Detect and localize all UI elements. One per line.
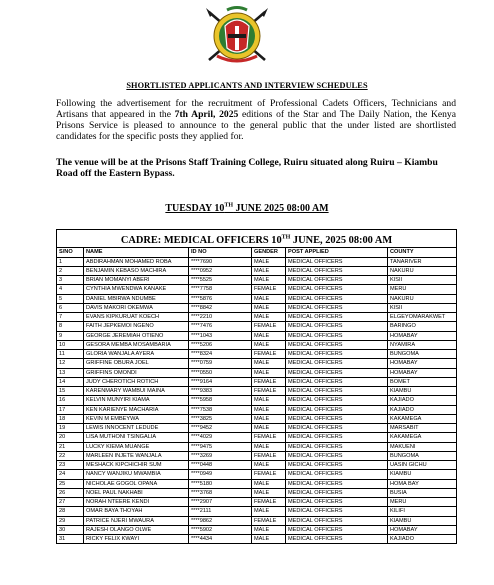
cell-name: LISA MUTHONI TSINGALIA [84, 433, 189, 442]
table-body [57, 257, 457, 544]
cell-county: KAJIADO [388, 405, 457, 414]
cell-county: BARINGO [388, 322, 457, 331]
cell-sno: 2 [57, 266, 84, 275]
cell-gender: MALE [252, 368, 286, 377]
cell-gender: FEMALE [252, 285, 286, 294]
cell-gender: MALE [252, 294, 286, 303]
cell-id-no: ****8324 [189, 350, 252, 359]
table-row [57, 488, 457, 497]
table-row [57, 266, 457, 275]
table-row [57, 294, 457, 303]
table-row [57, 433, 457, 442]
kenya-prisons-emblem-icon [201, 4, 273, 68]
cell-id-no: ****5525 [189, 276, 252, 285]
cell-gender: FEMALE [252, 377, 286, 386]
cell-sno: 27 [57, 498, 84, 507]
cell-county: TANARIVER [388, 257, 457, 266]
cell-county: NYAMIRA [388, 340, 457, 349]
cell-id-no: ****0759 [189, 359, 252, 368]
cell-county: MAKUENI [388, 442, 457, 451]
table-row [57, 313, 457, 322]
document-heading: SHORTLISTED APPLICANTS AND INTERVIEW SCHEDULES [126, 81, 368, 90]
table-row [57, 507, 457, 516]
cell-name: ABDIRAHMAN MOHAMED ROBA [84, 257, 189, 266]
cell-id-no: ****4434 [189, 535, 252, 544]
cell-sno: 24 [57, 470, 84, 479]
column-header-gender: GENDER [252, 248, 286, 258]
cell-gender: MALE [252, 488, 286, 497]
cell-county: KILIFI [388, 507, 457, 516]
intro-text-part2: editions of the Star and The Daily Nation, the Kenya Prisons Service is pleased to announce to the general public that the under listed are shortlisted candidates for the specific posts they applied for. [56, 109, 456, 142]
cell-gender: FEMALE [252, 387, 286, 396]
intro-text-part1: Following the advertisement for the recruitment of Professional Cadets Officers, Technicians and Artisans that appeared in the [56, 98, 456, 120]
cell-post-applied: MEDICAL OFFICERS [286, 322, 388, 331]
cell-post-applied: MEDICAL OFFICERS [286, 396, 388, 405]
cell-post-applied: MEDICAL OFFICERS [286, 276, 388, 285]
cell-id-no: ****9164 [189, 377, 252, 386]
cell-name: RICKY FELIX KWAYI [84, 535, 189, 544]
cell-sno: 14 [57, 377, 84, 386]
cell-id-no: ****3825 [189, 414, 252, 423]
cell-post-applied: MEDICAL OFFICERS [286, 266, 388, 275]
table-row [57, 442, 457, 451]
cell-id-no: ****7758 [189, 285, 252, 294]
date-pre: TUESDAY 10 [165, 203, 225, 214]
cell-post-applied: MEDICAL OFFICERS [286, 507, 388, 516]
cell-name: DAVIS MAKORI OKEMWA [84, 303, 189, 312]
cell-sno: 7 [57, 313, 84, 322]
cell-gender: FEMALE [252, 350, 286, 359]
cell-county: KAJIADO [388, 396, 457, 405]
cell-gender: MALE [252, 396, 286, 405]
cell-name: BRIAN MOMANYI ABERI [84, 276, 189, 285]
cell-county: KIAMBU [388, 387, 457, 396]
cell-id-no: ****2111 [189, 507, 252, 516]
cell-county: MARSABIT [388, 424, 457, 433]
table-row [57, 368, 457, 377]
cell-post-applied: MEDICAL OFFICERS [286, 525, 388, 534]
cell-name: MARLEEN INJETE WANJALA [84, 451, 189, 460]
cell-name: MESHACK KIPCHICHIR SUM [84, 461, 189, 470]
cell-id-no: ****9475 [189, 442, 252, 451]
cell-gender: MALE [252, 266, 286, 275]
cadre-pre: CADRE: MEDICAL OFFICERS 10 [120, 234, 282, 246]
cell-post-applied: MEDICAL OFFICERS [286, 414, 388, 423]
cell-county: HOMA BAY [388, 479, 457, 488]
cell-county: MERU [388, 498, 457, 507]
cell-post-applied: MEDICAL OFFICERS [286, 294, 388, 303]
cell-sno: 11 [57, 350, 84, 359]
cell-sno: 20 [57, 433, 84, 442]
cell-gender: MALE [252, 359, 286, 368]
cell-sno: 26 [57, 488, 84, 497]
cell-name: PATRICE NJERI MWAURA [84, 516, 189, 525]
cell-id-no: ****5958 [189, 396, 252, 405]
column-header-sno: S/NO [57, 248, 84, 258]
cell-post-applied: MEDICAL OFFICERS [286, 516, 388, 525]
cell-county: HOMABAY [388, 525, 457, 534]
cell-county: BUSIA [388, 488, 457, 497]
cell-sno: 13 [57, 368, 84, 377]
intro-paragraph [56, 98, 456, 142]
cell-name: KEN KARIENYE MACHARIA [84, 405, 189, 414]
cell-post-applied: MEDICAL OFFICERS [286, 498, 388, 507]
cell-id-no: ****2210 [189, 313, 252, 322]
cell-gender: MALE [252, 414, 286, 423]
cell-post-applied: MEDICAL OFFICERS [286, 433, 388, 442]
cell-gender: MALE [252, 303, 286, 312]
cell-county: NAKURU [388, 266, 457, 275]
cell-gender: MALE [252, 331, 286, 340]
cell-gender: FEMALE [252, 498, 286, 507]
cadre-post: JUNE, 2025 08:00 AM [290, 234, 393, 246]
cell-post-applied: MEDICAL OFFICERS [286, 387, 388, 396]
cell-name: NORAH NTEERE KENDI [84, 498, 189, 507]
cell-name: KELVIN MUNYIRI KIAMA [84, 396, 189, 405]
cell-name: DANIEL MBIRWA NDUMBE [84, 294, 189, 303]
cell-gender: MALE [252, 340, 286, 349]
cell-gender: MALE [252, 535, 286, 544]
cell-sno: 16 [57, 396, 84, 405]
column-header-id-no: ID NO [189, 248, 252, 258]
cell-name: OMAR BAYA THOYAH [84, 507, 189, 516]
cell-sno: 18 [57, 414, 84, 423]
cell-county: KISII [388, 303, 457, 312]
cell-county: ELGEYOMARAKWET [388, 313, 457, 322]
cell-gender: FEMALE [252, 451, 286, 460]
cell-id-no: ****3768 [189, 488, 252, 497]
column-header-name: NAME [84, 248, 189, 258]
cell-gender: MALE [252, 276, 286, 285]
cell-gender: FEMALE [252, 516, 286, 525]
cell-post-applied: MEDICAL OFFICERS [286, 257, 388, 266]
cell-id-no: ****7476 [189, 322, 252, 331]
cell-id-no: ****7538 [189, 405, 252, 414]
cell-county: BUNGOMA [388, 350, 457, 359]
cell-county: HOMABAY [388, 331, 457, 340]
cell-sno: 21 [57, 442, 84, 451]
cell-gender: MALE [252, 525, 286, 534]
cell-post-applied: MEDICAL OFFICERS [286, 442, 388, 451]
table-row [57, 396, 457, 405]
cell-id-no: ****5902 [189, 525, 252, 534]
cell-post-applied: MEDICAL OFFICERS [286, 377, 388, 386]
cell-sno: 17 [57, 405, 84, 414]
cell-gender: FEMALE [252, 470, 286, 479]
cell-county: BUNGOMA [388, 451, 457, 460]
table-row [57, 377, 457, 386]
cell-sno: 6 [57, 303, 84, 312]
cell-county: UASIN GICHU [388, 461, 457, 470]
cell-id-no: ****0448 [189, 461, 252, 470]
table-row [57, 276, 457, 285]
cell-gender: MALE [252, 405, 286, 414]
cell-sno: 10 [57, 340, 84, 349]
table-row [57, 424, 457, 433]
cell-post-applied: MEDICAL OFFICERS [286, 331, 388, 340]
table-row [57, 340, 457, 349]
cell-id-no: ****4029 [189, 433, 252, 442]
cell-sno: 29 [57, 516, 84, 525]
cell-sno: 19 [57, 424, 84, 433]
cell-post-applied: MEDICAL OFFICERS [286, 285, 388, 294]
table-row [57, 303, 457, 312]
cell-sno: 5 [57, 294, 84, 303]
cell-id-no: ****7690 [189, 257, 252, 266]
cell-name: NICHOLAE GOGOL OPANA [84, 479, 189, 488]
column-header-post-applied: POST APPLIED [286, 248, 388, 258]
cadre-header [57, 230, 457, 248]
shortlist-table [56, 229, 457, 544]
cell-sno: 30 [57, 525, 84, 534]
cell-name: KARENMARY WAMBUI MAINA [84, 387, 189, 396]
cell-county: BOMET [388, 377, 457, 386]
date-post: JUNE 2025 08:00 AM [233, 203, 329, 214]
venue-paragraph: The venue will be at the Prisons Staff Training College, Ruiru situated along Ruiru – Kiambu Road off the Eastern Bypass. [56, 157, 438, 179]
cell-post-applied: MEDICAL OFFICERS [286, 313, 388, 322]
cell-county: MERU [388, 285, 457, 294]
cell-id-no: ****0949 [189, 470, 252, 479]
table-row [57, 525, 457, 534]
table-row [57, 285, 457, 294]
cell-id-no: ****3269 [189, 451, 252, 460]
cell-id-no: ****5876 [189, 294, 252, 303]
table-row [57, 331, 457, 340]
table-row [57, 414, 457, 423]
cell-id-no: ****5180 [189, 479, 252, 488]
interview-date-line [0, 203, 494, 214]
cell-post-applied: MEDICAL OFFICERS [286, 350, 388, 359]
cell-id-no: ****5206 [189, 340, 252, 349]
cell-name: GESORA MEMBA MOSAMBARIA [84, 340, 189, 349]
cell-name: LEWIS INNOCENT LEDUDE [84, 424, 189, 433]
cell-county: KISII [388, 276, 457, 285]
cell-sno: 28 [57, 507, 84, 516]
cell-post-applied: MEDICAL OFFICERS [286, 424, 388, 433]
cell-name: EVANS KIPKURUAT KOECH [84, 313, 189, 322]
cell-post-applied: MEDICAL OFFICERS [286, 470, 388, 479]
cell-sno: 31 [57, 535, 84, 544]
cell-sno: 1 [57, 257, 84, 266]
table-row [57, 350, 457, 359]
cell-gender: FEMALE [252, 433, 286, 442]
cell-name: BENJAMIN KEBASO MACHIRA [84, 266, 189, 275]
cell-sno: 8 [57, 322, 84, 331]
cell-post-applied: MEDICAL OFFICERS [286, 359, 388, 368]
table-row [57, 498, 457, 507]
cell-county: KAKAMEGA [388, 433, 457, 442]
table-row [57, 322, 457, 331]
table-row [57, 387, 457, 396]
cell-gender: MALE [252, 257, 286, 266]
cell-county: KAKAMEGA [388, 414, 457, 423]
table-row [57, 257, 457, 266]
cell-gender: MALE [252, 507, 286, 516]
cell-sno: 4 [57, 285, 84, 294]
cell-id-no: ****1043 [189, 331, 252, 340]
cell-id-no: ****8842 [189, 303, 252, 312]
cell-id-no: ****9452 [189, 424, 252, 433]
cell-sno: 22 [57, 451, 84, 460]
cell-post-applied: MEDICAL OFFICERS [286, 488, 388, 497]
cell-county: KAJIADO [388, 535, 457, 544]
cell-name: LUCKY KIEMA MUANGE [84, 442, 189, 451]
cell-gender: MALE [252, 442, 286, 451]
cell-name: RAJESH OLANGO OLWE [84, 525, 189, 534]
intro-advert-date: 7th April, 2025 [174, 109, 239, 120]
table-row [57, 461, 457, 470]
table-header-row [57, 248, 457, 258]
cell-county: HOMABAY [388, 359, 457, 368]
table-row [57, 451, 457, 460]
cell-id-no: ****9383 [189, 387, 252, 396]
cell-name: GRIFFINS OMONDI [84, 368, 189, 377]
cell-post-applied: MEDICAL OFFICERS [286, 479, 388, 488]
cell-gender: MALE [252, 313, 286, 322]
cell-gender: MALE [252, 461, 286, 470]
cell-county: KIAMBU [388, 470, 457, 479]
cell-sno: 3 [57, 276, 84, 285]
cell-id-no: ****0952 [189, 266, 252, 275]
table-row [57, 405, 457, 414]
cell-county: HOMABAY [388, 368, 457, 377]
cell-sno: 23 [57, 461, 84, 470]
cell-post-applied: MEDICAL OFFICERS [286, 303, 388, 312]
cell-name: NANCY WANJIKU MWAMBIA [84, 470, 189, 479]
cell-sno: 15 [57, 387, 84, 396]
table-row [57, 479, 457, 488]
cell-id-no: ****0550 [189, 368, 252, 377]
column-header-county: COUNTY [388, 248, 457, 258]
cell-post-applied: MEDICAL OFFICERS [286, 451, 388, 460]
table-row [57, 516, 457, 525]
cadre-sup: TH [281, 234, 291, 241]
cell-name: JUDY CHEROTICH ROTICH [84, 377, 189, 386]
cell-name: GRIFFINE OBURA JOEL [84, 359, 189, 368]
cell-id-no: ****9862 [189, 516, 252, 525]
cell-post-applied: MEDICAL OFFICERS [286, 405, 388, 414]
table-row [57, 470, 457, 479]
cell-gender: FEMALE [252, 322, 286, 331]
cell-name: CYNTHIA MWENDWA KANAKE [84, 285, 189, 294]
cell-gender: MALE [252, 479, 286, 488]
cell-name: NOEL PAUL NAKHABI [84, 488, 189, 497]
date-sup: TH [224, 202, 234, 209]
cell-county: KIAMBU [388, 516, 457, 525]
cell-name: FAITH JEPKEMOI NGENO [84, 322, 189, 331]
cell-post-applied: MEDICAL OFFICERS [286, 368, 388, 377]
cell-name: KEVIN M EMBEYWA [84, 414, 189, 423]
table-row [57, 535, 457, 544]
cell-gender: MALE [252, 424, 286, 433]
cell-name: GEORGE JEREMIAH OTIENO [84, 331, 189, 340]
cell-post-applied: MEDICAL OFFICERS [286, 340, 388, 349]
cell-county: NAKURU [388, 294, 457, 303]
cell-sno: 25 [57, 479, 84, 488]
cell-id-no: ****2907 [189, 498, 252, 507]
cell-sno: 9 [57, 331, 84, 340]
cell-post-applied: MEDICAL OFFICERS [286, 461, 388, 470]
cell-sno: 12 [57, 359, 84, 368]
table-row [57, 359, 457, 368]
cell-name: GLORIA WANJALA AYERA [84, 350, 189, 359]
cell-post-applied: MEDICAL OFFICERS [286, 535, 388, 544]
